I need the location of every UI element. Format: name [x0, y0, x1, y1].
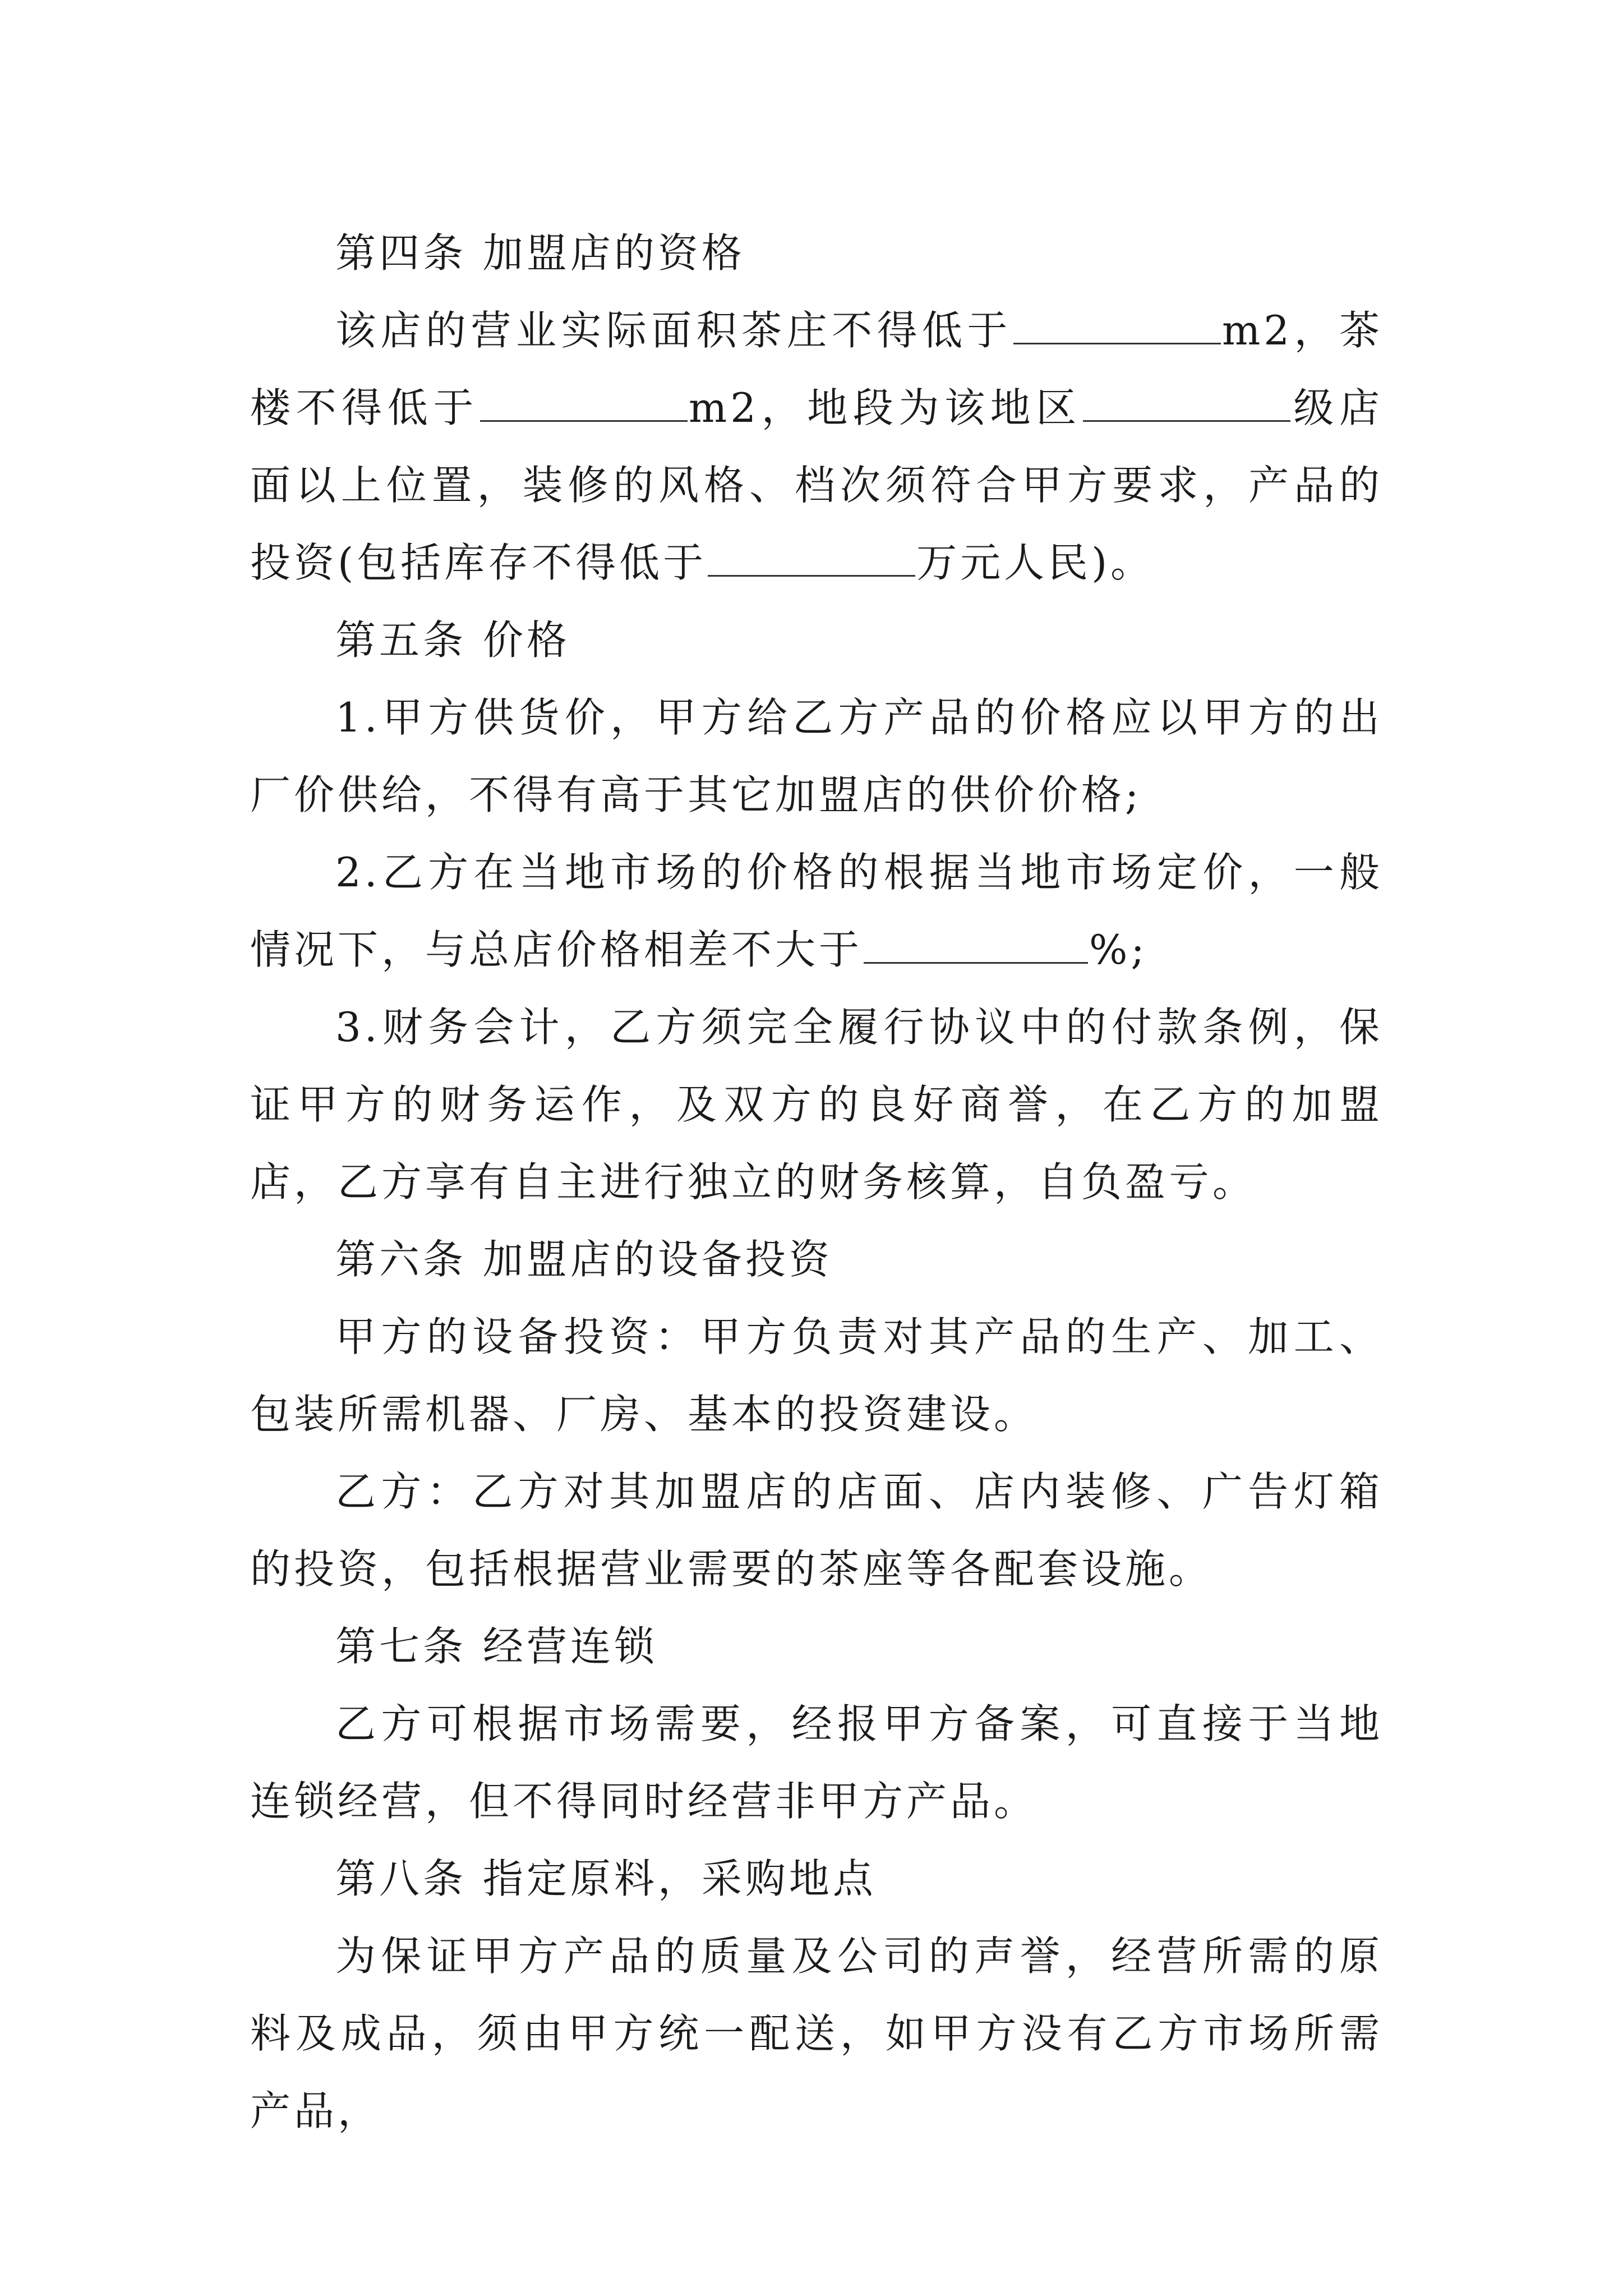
article-6-heading [250, 1221, 1383, 1298]
article-5-item-2-text-b: %; [1089, 926, 1148, 973]
article-4-heading-text: 第四条 加盟店的资格 [335, 229, 745, 277]
blank-price-difference [864, 923, 1088, 964]
article-5-heading-text: 第五条 价格 [335, 616, 570, 664]
article-5-item-3 [250, 988, 1383, 1221]
article-5-item-1 [250, 679, 1383, 834]
article-7-paragraph-text: 乙方可根据市场需要，经报甲方备案，可直接于当地连锁经营，但不得同时经营非甲方产品。 [250, 1700, 1383, 1825]
article-6-paragraph-2-text: 乙方：乙方对其加盟店的店面、店内装修、广告灯箱的投资，包括根据营业需要的茶座等各配套设施。 [250, 1468, 1383, 1593]
article-6-paragraph-1-text: 甲方的设备投资：甲方负责对其产品的生产、加工、包装所需机器、厂房、基本的投资建设。 [250, 1313, 1383, 1438]
article-5-item-2 [250, 834, 1383, 988]
article-8-heading [250, 1840, 1383, 1917]
article-5-heading [250, 601, 1383, 679]
article-5-item-2-text-a: 2.乙方在当地市场的价格的根据当地市场定价，一般情况下，与总店价格相差不大于 [250, 849, 1383, 973]
article-4-text-b: m2，茶楼不得低于 [250, 307, 1383, 431]
blank-teahouse-area [480, 381, 688, 422]
blank-inventory-amount [708, 536, 915, 577]
article-4-text-e: 万元人民)。 [916, 539, 1155, 586]
article-6-paragraph-1 [250, 1298, 1383, 1453]
article-8-paragraph-text: 为保证甲方产品的质量及公司的声誉，经营所需的原料及成品，须由甲方统一配送，如甲方没有乙方市场所需产品， [250, 1932, 1383, 2134]
article-7-paragraph [250, 1685, 1383, 1840]
document-body [250, 214, 1383, 2150]
article-5-item-1-text: 1.甲方供货价，甲方给乙方产品的价格应以甲方的出厂价供给，不得有高于其它加盟店的供价价格; [250, 694, 1383, 818]
article-8-paragraph [250, 1917, 1383, 2150]
article-6-paragraph-2 [250, 1453, 1383, 1608]
article-8-heading-text: 第八条 指定原料，采购地点 [335, 1855, 877, 1902]
article-4-heading [250, 214, 1383, 292]
article-6-heading-text: 第六条 加盟店的设备投资 [335, 1236, 833, 1283]
article-4-text-d: 级店面以上位置，装修的风格、档次须符合甲方要求，产品的投资(包括库存不得低于 [250, 384, 1383, 586]
article-5-item-3-text: 3.财务会计，乙方须完全履行协议中的付款条例，保证甲方的财务运作，及双方的良好商誉，在乙方的加盟店，乙方享有自主进行独立的财务核算，自负盈亏。 [250, 1004, 1383, 1205]
blank-location-grade [1083, 381, 1290, 422]
article-4-paragraph [250, 292, 1383, 601]
article-4-text-a: 该店的营业实际面积茶庄不得低于 [335, 307, 1012, 354]
article-7-heading [250, 1608, 1383, 1685]
blank-tea-shop-area [1013, 303, 1221, 344]
article-7-heading-text: 第七条 经营连锁 [335, 1623, 658, 1670]
article-4-text-c: m2，地段为该地区 [688, 384, 1082, 431]
